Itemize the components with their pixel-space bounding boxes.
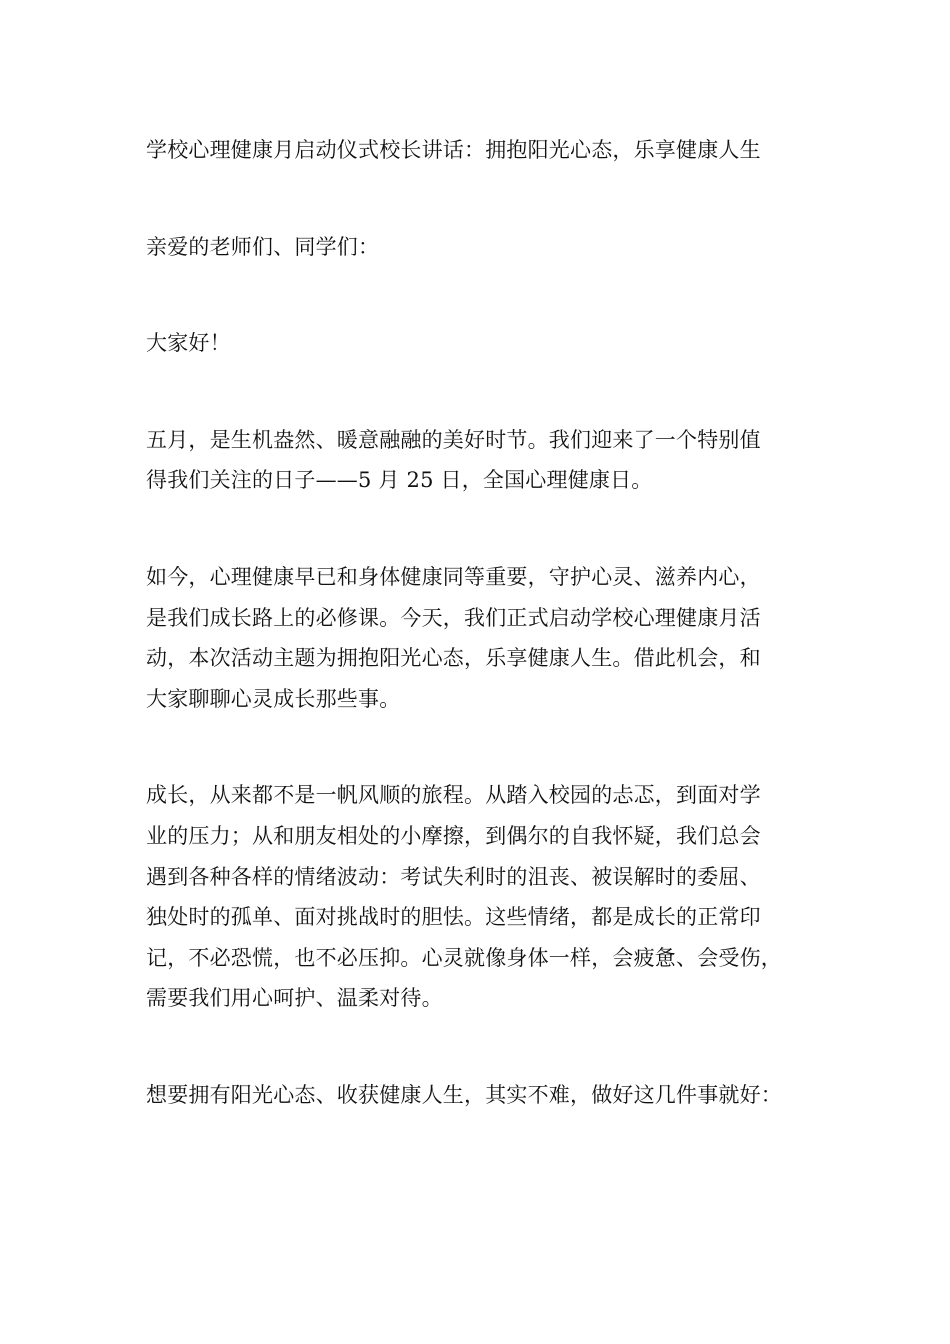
text-line: 大家好！ bbox=[146, 331, 231, 356]
paragraph-gap bbox=[146, 719, 816, 775]
text-line: 五月，是生机盎然、暖意融融的美好时节。我们迎来了一个特别值 bbox=[146, 427, 761, 452]
text-line: 独处时的孤单、面对挑战时的胆怯。这些情绪，都是成长的正常印 bbox=[146, 905, 761, 930]
text-line: 亲爱的老师们、同学们： bbox=[146, 234, 380, 259]
paragraph-gap bbox=[146, 364, 816, 420]
text-line: 记，不必恐慌，也不必压抑。心灵就像身体一样，会疲惫、会受伤， bbox=[146, 945, 782, 970]
text-line: 大家聊聊心灵成长那些事。 bbox=[146, 686, 401, 711]
text-line: 成长，从来都不是一帆风顺的旅程。从踏入校园的忐忑，到面对学 bbox=[146, 783, 761, 808]
text-line: 想要拥有阳光心态、收获健康人生，其实不难，做好这几件事就好： bbox=[146, 1082, 782, 1107]
text-line: 如今，心理健康早已和身体健康同等重要，守护心灵、滋养内心， bbox=[146, 564, 761, 589]
text-line: 是我们成长路上的必修课。今天，我们正式启动学校心理健康月活 bbox=[146, 605, 761, 630]
text-line: 需要我们用心呵护、温柔对待。 bbox=[146, 986, 443, 1011]
paragraph-3 bbox=[146, 775, 816, 1019]
paragraph-gap bbox=[146, 171, 816, 227]
text-line: 得我们关注的日子——5 月 25 日，全国心理健康日。 bbox=[146, 468, 653, 493]
text-line: 动，本次活动主题为拥抱阳光心态，乐享健康人生。借此机会，和 bbox=[146, 646, 761, 671]
text-line: 遇到各种各样的情绪波动：考试失利时的沮丧、被误解时的委屈、 bbox=[146, 864, 761, 889]
document-title bbox=[146, 130, 816, 171]
greeting bbox=[146, 323, 816, 364]
document-body bbox=[146, 130, 816, 1116]
text-line: 业的压力；从和朋友相处的小摩擦，到偶尔的自我怀疑，我们总会 bbox=[146, 823, 761, 848]
paragraph-2 bbox=[146, 557, 816, 719]
salutation bbox=[146, 227, 816, 268]
text-line: 学校心理健康月启动仪式校长讲话：拥抱阳光心态，乐享健康人生 bbox=[146, 138, 761, 162]
paragraph-gap bbox=[146, 267, 816, 323]
paragraph-1 bbox=[146, 420, 816, 501]
paragraph-gap bbox=[146, 501, 816, 557]
paragraph-4 bbox=[146, 1075, 816, 1116]
paragraph-gap bbox=[146, 1019, 816, 1075]
